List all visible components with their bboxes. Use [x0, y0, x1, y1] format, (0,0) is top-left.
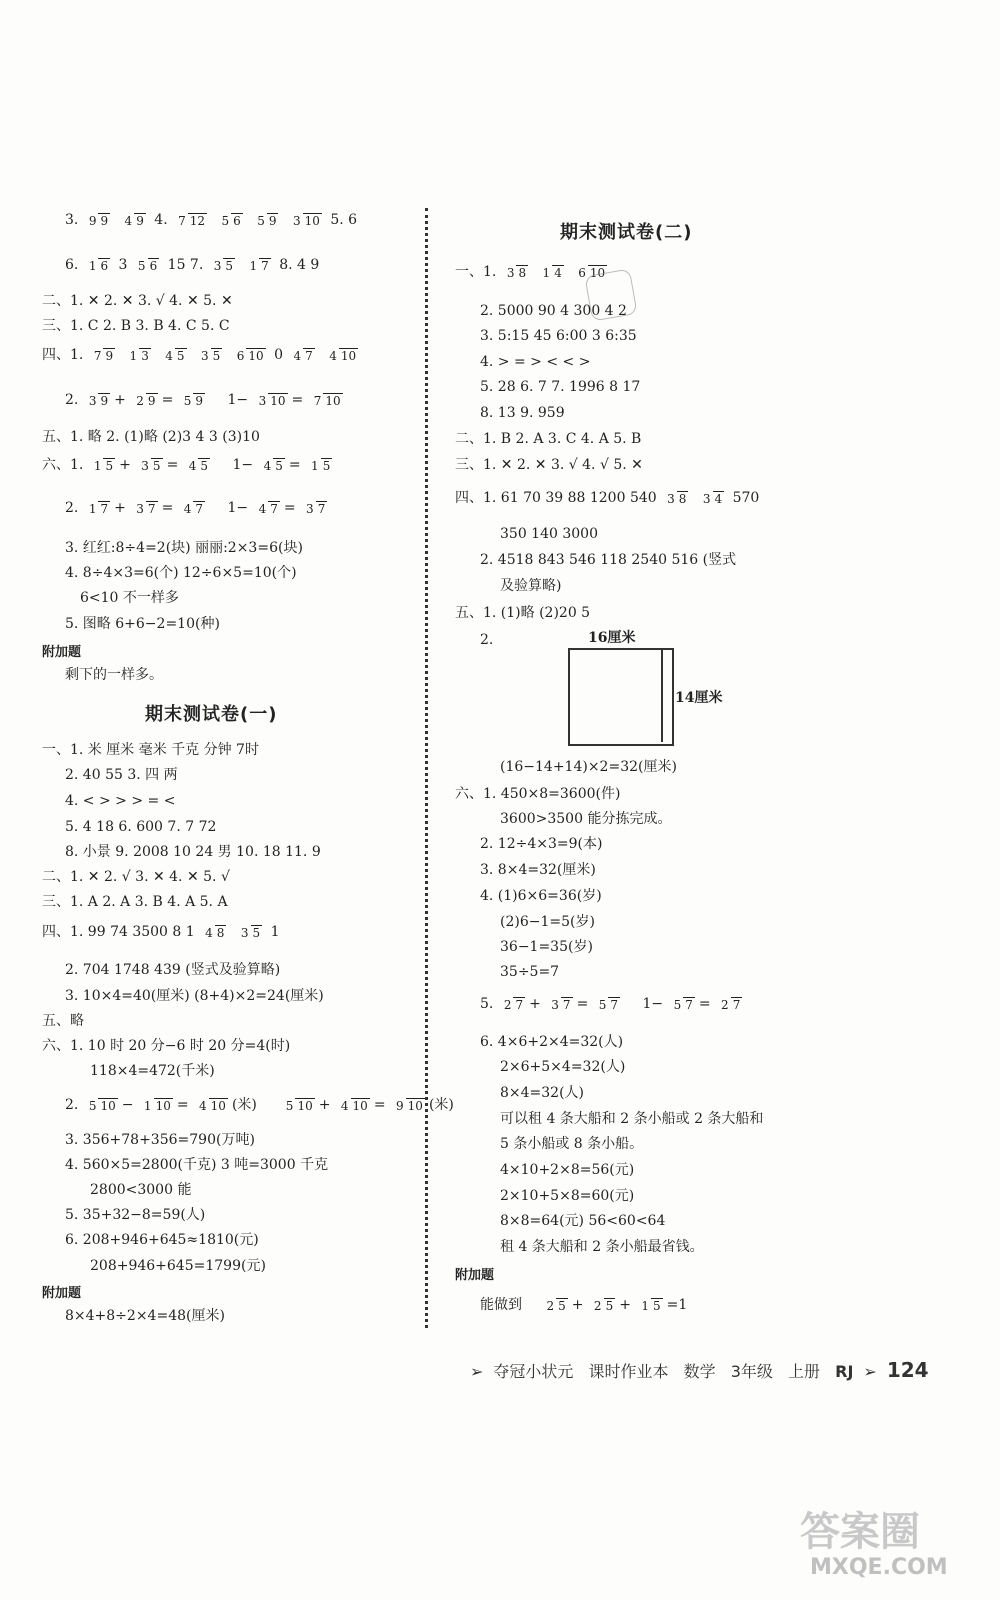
answer-line: 二、1. B 2. A 3. C 4. A 5. B: [455, 431, 642, 447]
answer-line: 五、略: [42, 1013, 84, 1029]
answer-line: (2)6−1=5(岁): [500, 914, 595, 930]
footer-term: 上册: [788, 1362, 821, 1381]
answer-line: (16−14+14)×2=32(厘米): [500, 759, 677, 775]
answer-line: 二、1. ✕ 2. ✕ 3. √ 4. ✕ 5. ✕: [42, 293, 233, 309]
answer-line: 2. 5 10 − 1 10 = 4 10 (米) 5 10 + 4 10 = 9 10 (米): [65, 1097, 454, 1113]
answer-line: 4. 560×5=2800(千克) 3 吨=3000 千克: [65, 1157, 329, 1173]
answer-line: 可以租 4 条大船和 2 条小船或 2 条大船和: [500, 1111, 764, 1127]
answer-line: 3. 红红:8÷4=2(块) 丽丽:2×3=6(块): [65, 540, 303, 556]
footer-edition: RJ: [835, 1362, 854, 1381]
answer-line: 及验算略): [500, 578, 562, 594]
answer-line: 2. 3 9 + 2 9 = 5 9 1− 3 10 = 7 10: [65, 392, 341, 408]
answer-line: 4. < > > > = <: [65, 793, 176, 809]
answer-line: 3600>3500 能分拣完成。: [500, 811, 672, 827]
answer-line: 2×10+5×8=60(元): [500, 1188, 635, 1204]
answer-line: 2. 4518 843 546 118 2540 516 (竖式: [480, 552, 737, 568]
answer-line: 4. (1)6×6=36(岁): [480, 888, 602, 904]
answer-line: 一、1. 3 8 1 4 6 10: [455, 264, 606, 280]
answer-line: 3. 356+78+356=790(万吨): [65, 1132, 255, 1148]
answer-line: 一、1. 米 厘米 毫米 千克 分钟 7时: [42, 742, 259, 758]
answer-line: 租 4 条大船和 2 条小船最省钱。: [500, 1239, 704, 1255]
answer-line: 3. 8×4=32(厘米): [480, 862, 596, 878]
answer-line: 三、1. C 2. B 3. B 4. C 5. C: [42, 318, 230, 334]
answer-line: 208+946+645=1799(元): [90, 1258, 266, 1274]
column-divider: [425, 208, 428, 1328]
answer-line: 3. 5:15 45 6:00 3 6:35: [480, 328, 637, 344]
answer-line: 4. > = > < < >: [480, 354, 591, 370]
section-label: 附加题: [455, 1268, 495, 1283]
answer-line: 二、1. ✕ 2. √ 3. ✕ 4. ✕ 5. √: [42, 869, 230, 885]
answer-line: 5. 4 18 6. 600 7. 7 72: [65, 819, 217, 835]
answer-line: 2. 40 55 3. 四 两: [65, 767, 178, 783]
answer-line: 5. 2 7 + 3 7 = 5 7 1− 5 7 = 2 7: [480, 996, 741, 1012]
answer-line: 8×4+8÷2×4=48(厘米): [65, 1308, 225, 1324]
section-label: 附加题: [42, 645, 82, 660]
section-title: 期末测试卷(二): [560, 222, 693, 243]
answer-line: 118×4=472(千米): [90, 1063, 215, 1079]
answer-line: 三、1. A 2. A 3. B 4. A 5. A: [42, 894, 228, 910]
answer-line: 3. 10×4=40(厘米) (8+4)×2=24(厘米): [65, 988, 324, 1004]
footer-arrow-icon: ➢: [863, 1362, 877, 1381]
rectangle-figure: [568, 648, 674, 746]
page-number: 124: [886, 1358, 929, 1382]
footer-book: 课时作业本: [588, 1362, 669, 1381]
answer-line: 3. 9 9 4 9 4. 7 12 5 6 5 9 3 10 5. 6: [65, 212, 358, 228]
answer-line: 5. 图略 6+6−2=10(种): [65, 616, 220, 632]
answer-line: 2. 5000 90 4 300 4 2: [480, 303, 627, 319]
answer-line: 5. 28 6. 7 7. 1996 8 17: [480, 379, 641, 395]
page-footer: [470, 1358, 939, 1382]
answer-line: 36−1=35(岁): [500, 939, 593, 955]
answer-line: 6. 4×6+2×4=32(人): [480, 1034, 624, 1050]
answer-line: 2. 1 7 + 3 7 = 4 7 1− 4 7 = 3 7: [65, 500, 326, 516]
answer-line: 四、1. 99 74 3500 8 1 4 8 3 5 1: [42, 924, 280, 940]
watermark-logo: 答案圈: [800, 1509, 920, 1555]
answer-line: 350 140 3000: [500, 526, 598, 542]
dimension-label-top: 16厘米: [588, 630, 636, 646]
answer-line: 5 条小船或 8 条小船。: [500, 1136, 644, 1152]
answer-line: 剩下的一样多。: [65, 667, 163, 683]
footer-grade: 3年级: [730, 1362, 773, 1381]
answer-line: 6<10 不一样多: [80, 590, 179, 606]
answer-line: 能做到 2 5 + 2 5 + 1 5 =1: [480, 1297, 688, 1313]
answer-line: 2. 704 1748 439 (竖式及验算略): [65, 962, 281, 978]
answer-line: 四、1. 61 70 39 88 1200 540 3 8 3 4 570: [455, 490, 760, 506]
answer-line: 五、1. 略 2. (1)略 (2)3 4 3 (3)10: [42, 429, 260, 445]
answer-line: 6. 208+946+645≈1810(元): [65, 1232, 259, 1248]
answer-line: 五、1. (1)略 (2)20 5: [455, 605, 591, 621]
dimension-label-side: 14厘米: [675, 690, 723, 706]
answer-line: 8. 13 9. 959: [480, 405, 565, 421]
answer-line: 5. 35+32−8=59(人): [65, 1207, 206, 1223]
answer-line: 2800<3000 能: [90, 1182, 192, 1198]
answer-line: 4. 8÷4×3=6(个) 12÷6×5=10(个): [65, 565, 297, 581]
answer-line: 六、1. 10 时 20 分−6 时 20 分=4(时): [42, 1038, 291, 1054]
answer-line: 8×8=64(元) 56<60<64: [500, 1213, 666, 1229]
section-title: 期末测试卷(一): [145, 704, 278, 725]
answer-line: 六、1. 1 5 + 3 5 = 4 5 1− 4 5 = 1 5: [42, 457, 331, 473]
footer-brand: 夺冠小状元: [493, 1362, 574, 1381]
answer-line: 8. 小景 9. 2008 10 24 男 10. 18 11. 9: [65, 844, 321, 860]
answer-line: 2.: [480, 632, 494, 648]
answer-line: 4×10+2×8=56(元): [500, 1162, 635, 1178]
answer-line: 2×6+5×4=32(人): [500, 1059, 626, 1075]
rectangle-strip-line: [661, 648, 663, 742]
footer-subject: 数学: [683, 1362, 716, 1381]
watermark-url: MXQE.COM: [810, 1555, 948, 1580]
answer-line: 35÷5=7: [500, 964, 560, 980]
footer-arrow-icon: ➢: [470, 1362, 484, 1381]
answer-line: 六、1. 450×8=3600(件): [455, 786, 621, 802]
answer-line: 三、1. ✕ 2. ✕ 3. √ 4. √ 5. ✕: [455, 457, 643, 473]
answer-line: 8×4=32(人): [500, 1085, 585, 1101]
answer-line: 四、1. 7 9 1 3 4 5 3 5 6 10 0 4 7 4 10: [42, 347, 357, 363]
answer-line: 6. 1 6 3 5 6 15 7. 3 5 1 7 8. 4 9: [65, 257, 320, 273]
answer-line: 2. 12÷4×3=9(本): [480, 836, 603, 852]
section-label: 附加题: [42, 1286, 82, 1301]
